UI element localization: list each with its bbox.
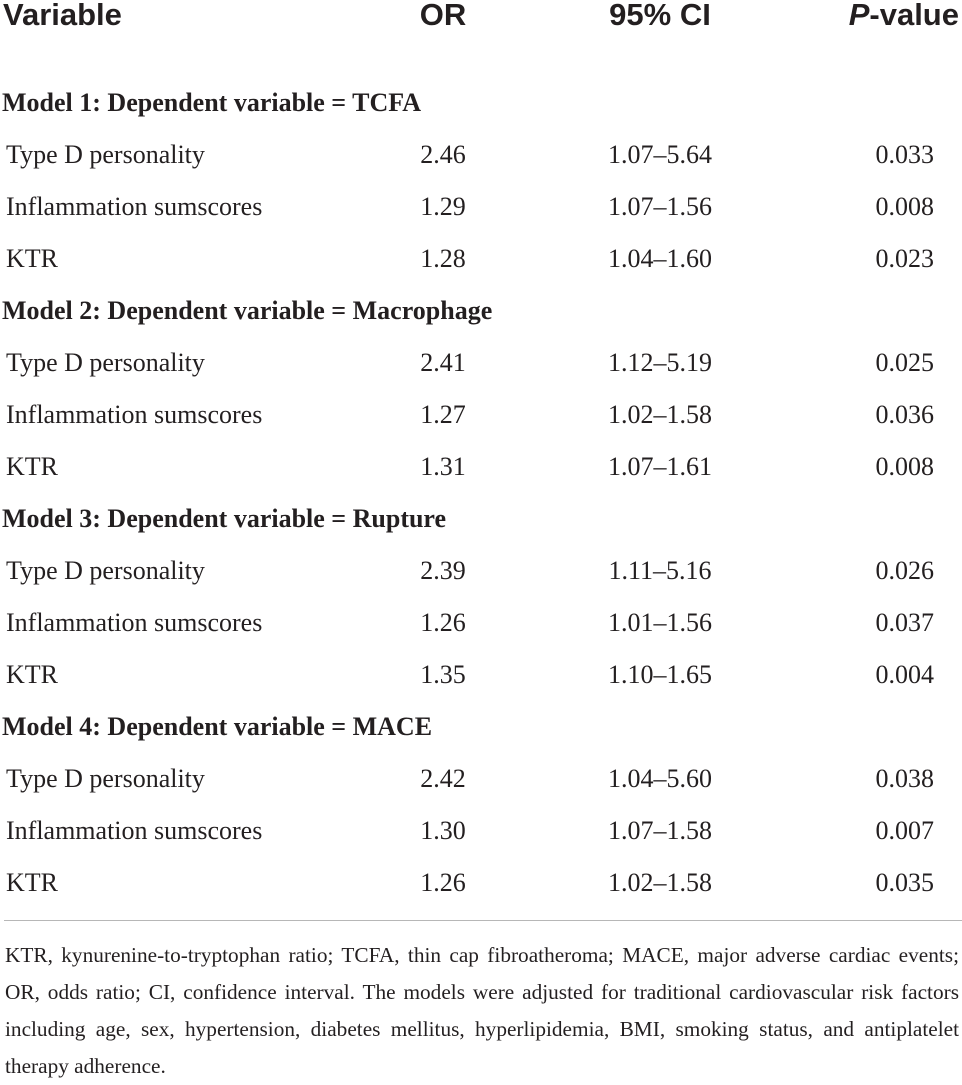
header-variable: Variable: [3, 0, 122, 32]
cell-p-value: 0.038: [875, 764, 934, 793]
cell-or: 1.27: [420, 400, 466, 429]
cell-p-value: 0.023: [875, 244, 934, 273]
cell-variable: KTR: [6, 660, 58, 689]
cell-p-value: 0.033: [875, 140, 934, 169]
header-ci: 95% CI: [609, 0, 711, 32]
table-row: [0, 452, 962, 504]
cell-variable: Type D personality: [6, 764, 205, 793]
header-p-italic: P: [848, 0, 870, 32]
cell-variable: Type D personality: [6, 556, 205, 585]
table-row: [0, 348, 962, 400]
cell-p-value: 0.036: [875, 400, 934, 429]
table-row: [0, 816, 962, 868]
header-p-rest: -value: [869, 0, 959, 32]
cell-ci: 1.07–5.64: [608, 140, 712, 169]
model-3-title: Model 3: Dependent variable = Rupture: [2, 504, 447, 533]
cell-p-value: 0.007: [875, 816, 934, 845]
cell-or: 1.30: [420, 816, 466, 845]
cell-ci: 1.07–1.58: [608, 816, 712, 845]
cell-variable: KTR: [6, 452, 58, 481]
cell-or: 1.35: [420, 660, 466, 689]
cell-p-value: 0.035: [875, 868, 934, 897]
cell-variable: Inflammation sumscores: [6, 608, 263, 637]
header-p-value: [849, 0, 959, 33]
cell-variable: Inflammation sumscores: [6, 816, 263, 845]
cell-or: 2.39: [420, 556, 466, 585]
cell-variable: Inflammation sumscores: [6, 192, 263, 221]
table-row: [0, 764, 962, 816]
table-row: [0, 244, 962, 296]
header-or: OR: [419, 0, 467, 32]
cell-ci: 1.07–1.61: [608, 452, 712, 481]
cell-or: 2.42: [420, 764, 466, 793]
table-row: [0, 608, 962, 660]
cell-p-value: 0.025: [875, 348, 934, 377]
cell-ci: 1.10–1.65: [608, 660, 712, 689]
cell-ci: 1.07–1.56: [608, 192, 712, 221]
cell-ci: 1.12–5.19: [608, 348, 712, 377]
cell-variable: Type D personality: [6, 140, 205, 169]
cell-ci: 1.02–1.58: [608, 868, 712, 897]
model-2-title: Model 2: Dependent variable = Macrophage: [2, 296, 493, 325]
table-row: [0, 400, 962, 452]
cell-p-value: 0.037: [875, 608, 934, 637]
cell-variable: Type D personality: [6, 348, 205, 377]
cell-p-value: 0.004: [875, 660, 934, 689]
cell-p-value: 0.008: [875, 192, 934, 221]
table-header: [0, 0, 962, 40]
table-divider: [4, 920, 962, 921]
model-4-title: Model 4: Dependent variable = MACE: [2, 712, 433, 741]
table-row: [0, 868, 962, 920]
model-1-title: Model 1: Dependent variable = TCFA: [2, 88, 421, 117]
cell-ci: 1.02–1.58: [608, 400, 712, 429]
cell-variable: KTR: [6, 244, 58, 273]
cell-ci: 1.11–5.16: [608, 556, 712, 585]
table-row: [0, 556, 962, 608]
cell-or: 1.31: [420, 452, 466, 481]
cell-or: 1.26: [420, 608, 466, 637]
cell-or: 2.41: [420, 348, 466, 377]
cell-or: 1.26: [420, 868, 466, 897]
table-row: [0, 660, 962, 712]
cell-p-value: 0.026: [875, 556, 934, 585]
cell-ci: 1.04–1.60: [608, 244, 712, 273]
cell-p-value: 0.008: [875, 452, 934, 481]
cell-or: 1.29: [420, 192, 466, 221]
table-row: [0, 140, 962, 192]
cell-or: 1.28: [420, 244, 466, 273]
table-footnote: KTR, kynurenine-to-tryptophan ratio; TCFA, thin cap fibroatheroma; MACE, major adverse cardiac events; OR, odds ratio; CI, confidence interval. The models were adjusted for traditional cardiovascular risk factors including age, sex, hypertension, diabetes mellitus, hyperlipidemia, BMI, smoking status, and antiplatelet therapy adherence.: [5, 943, 959, 1078]
cell-ci: 1.01–1.56: [608, 608, 712, 637]
cell-or: 2.46: [420, 140, 466, 169]
cell-ci: 1.04–5.60: [608, 764, 712, 793]
cell-variable: KTR: [6, 868, 58, 897]
cell-variable: Inflammation sumscores: [6, 400, 263, 429]
table-row: [0, 192, 962, 244]
